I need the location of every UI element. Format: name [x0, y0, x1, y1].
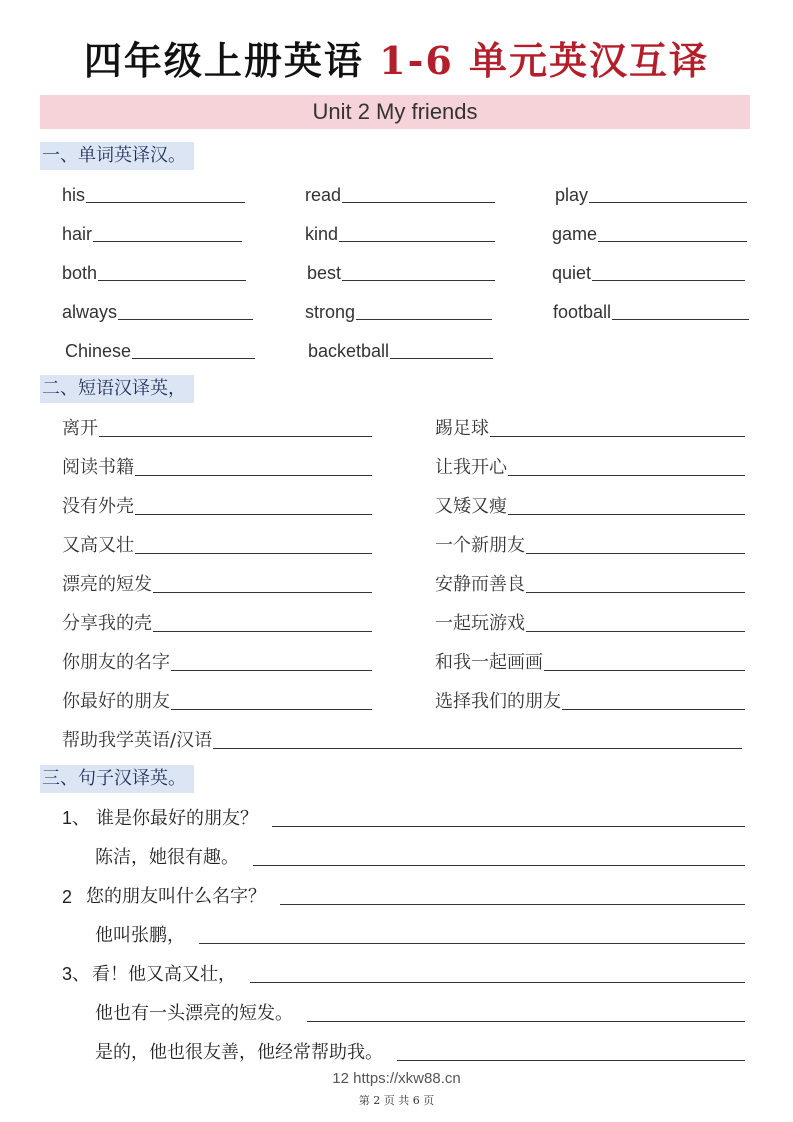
footer-page-number: 第 2 页 共 6 页	[358, 1094, 435, 1107]
word-item: Chinese	[65, 338, 255, 362]
phrase-item: 又矮又瘦	[435, 494, 745, 518]
answer-line[interactable]	[118, 319, 253, 320]
answer-line[interactable]	[598, 241, 747, 242]
page-title	[0, 30, 793, 85]
answer-line[interactable]	[250, 982, 745, 983]
phrase-item: 让我开心	[435, 455, 745, 479]
word-item: read	[305, 182, 495, 206]
answer-line[interactable]	[153, 592, 372, 593]
sentence-item: 3、 看！他又高又壮，	[62, 962, 745, 986]
sentence-item: 他也有一头漂亮的短发。	[95, 1001, 745, 1025]
phrase-item: 离开	[62, 416, 372, 440]
answer-line[interactable]	[253, 865, 745, 866]
word-item: both	[62, 260, 246, 284]
phrase-item: 没有外壳	[62, 494, 372, 518]
answer-line[interactable]	[171, 709, 372, 710]
sentence-item: 陈洁，她很有趣。	[95, 845, 745, 869]
phrase-item: 安静而善良	[435, 572, 745, 596]
word-item: strong	[305, 299, 492, 323]
answer-line[interactable]	[93, 241, 242, 242]
word-item: backetball	[308, 338, 493, 362]
word-item: game	[552, 221, 747, 245]
answer-line[interactable]	[397, 1060, 745, 1061]
answer-line[interactable]	[589, 202, 747, 203]
phrase-item: 一个新朋友	[435, 533, 745, 557]
phrase-item: 帮助我学英语/汉语	[62, 728, 742, 752]
section-2-heading: 二、短语汉译英，	[40, 375, 194, 403]
answer-line[interactable]	[508, 514, 745, 515]
answer-line[interactable]	[135, 514, 372, 515]
word-item: best	[307, 260, 495, 284]
answer-line[interactable]	[490, 436, 745, 437]
answer-line[interactable]	[356, 319, 492, 320]
answer-line[interactable]	[526, 592, 745, 593]
word-item: hair	[62, 221, 242, 245]
answer-line[interactable]	[135, 475, 372, 476]
sentence-item: 2 您的朋友叫什么名字？	[62, 884, 745, 908]
phrase-item: 漂亮的短发	[62, 572, 372, 596]
answer-line[interactable]	[342, 202, 495, 203]
word-item: play	[555, 182, 747, 206]
answer-line[interactable]	[99, 436, 372, 437]
phrase-item: 分享我的壳	[62, 611, 372, 635]
answer-line[interactable]	[199, 943, 745, 944]
phrase-item: 踢足球	[435, 416, 745, 440]
answer-line[interactable]	[272, 826, 745, 827]
answer-line[interactable]	[280, 904, 745, 905]
phrase-item: 你朋友的名字	[62, 650, 372, 674]
answer-line[interactable]	[562, 709, 745, 710]
answer-line[interactable]	[592, 280, 745, 281]
unit-banner	[40, 95, 750, 129]
word-item: his	[62, 182, 245, 206]
phrase-item: 一起玩游戏	[435, 611, 745, 635]
answer-line[interactable]	[135, 553, 372, 554]
answer-line[interactable]	[342, 280, 495, 281]
sentence-item: 1、 谁是你最好的朋友？	[62, 806, 745, 830]
answer-line[interactable]	[98, 280, 246, 281]
footer-site: 12 https://xkw88.cn	[332, 1070, 461, 1087]
sentence-item: 他叫张鹏，	[95, 923, 745, 947]
title-part-1: 四年级上册英语	[83, 38, 364, 83]
word-item: kind	[305, 221, 495, 245]
answer-line[interactable]	[612, 319, 749, 320]
section-1-heading: 一、单词英译汉。	[40, 142, 194, 170]
phrase-item: 又高又壮	[62, 533, 372, 557]
answer-line[interactable]	[526, 631, 745, 632]
sentence-item: 是的，他也很友善，他经常帮助我。	[95, 1040, 745, 1064]
answer-line[interactable]	[508, 475, 745, 476]
word-item: football	[553, 299, 749, 323]
phrase-item: 你最好的朋友	[62, 689, 372, 713]
word-item: quiet	[552, 260, 745, 284]
answer-line[interactable]	[339, 241, 495, 242]
word-item: always	[62, 299, 253, 323]
answer-line[interactable]	[171, 670, 372, 671]
answer-line[interactable]	[526, 553, 745, 554]
title-part-2: 1-6 单元英汉互译	[379, 38, 710, 83]
answer-line[interactable]	[213, 748, 742, 749]
section-3-heading: 三、句子汉译英。	[40, 765, 194, 793]
answer-line[interactable]	[390, 358, 493, 359]
answer-line[interactable]	[132, 358, 255, 359]
unit-title: Unit 2 My friends	[312, 99, 478, 124]
answer-line[interactable]	[153, 631, 372, 632]
answer-line[interactable]	[544, 670, 745, 671]
answer-line[interactable]	[86, 202, 245, 203]
phrase-item: 选择我们的朋友	[435, 689, 745, 713]
phrase-item: 阅读书籍	[62, 455, 372, 479]
answer-line[interactable]	[307, 1021, 745, 1022]
phrase-item: 和我一起画画	[435, 650, 745, 674]
